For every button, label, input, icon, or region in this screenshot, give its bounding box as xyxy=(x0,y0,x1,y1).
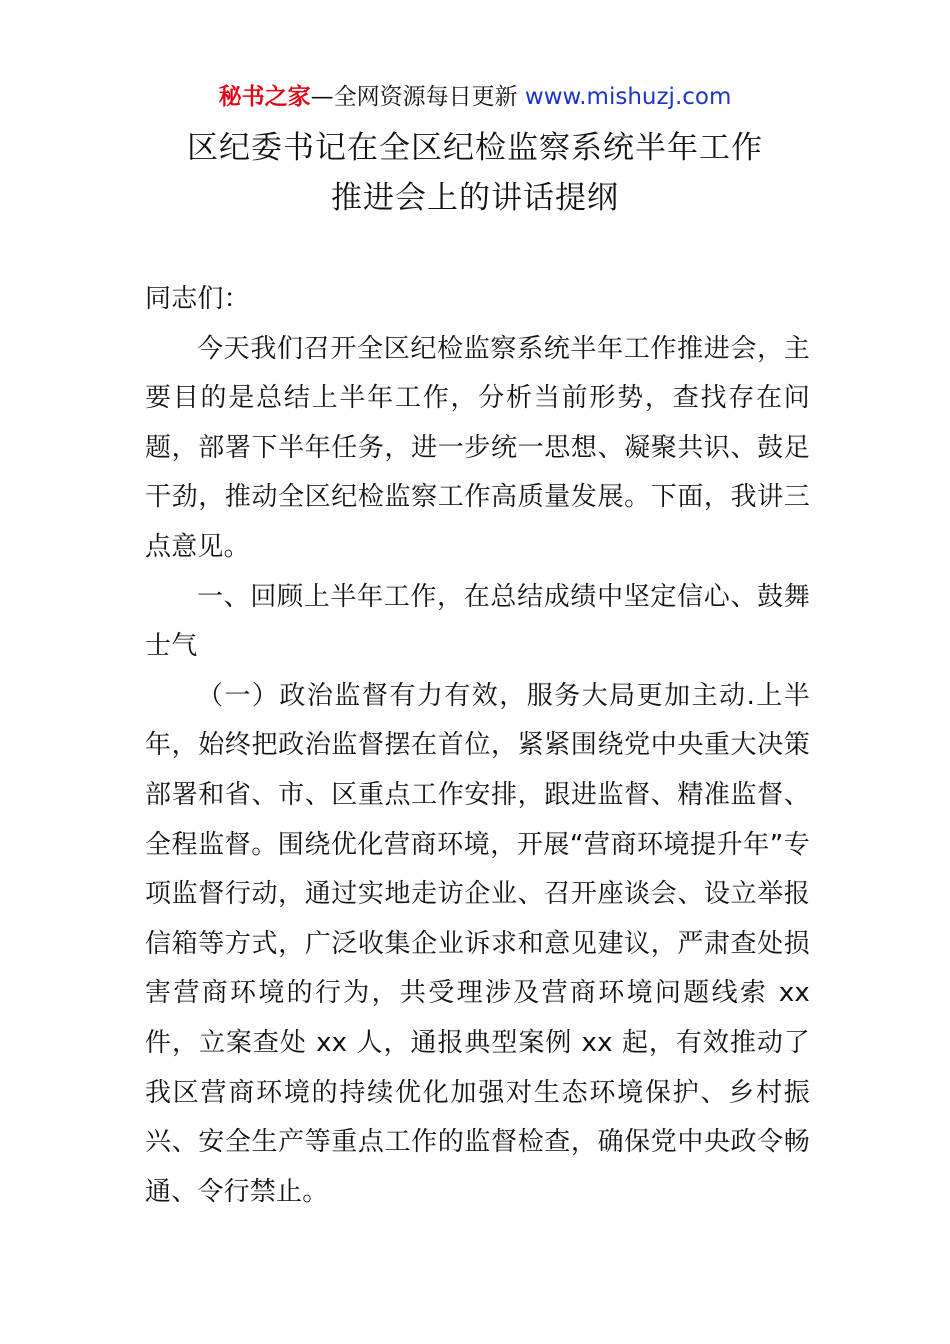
section-heading-1: 一、回顾上半年工作，在总结成绩中坚定信心、鼓舞士气 xyxy=(145,581,810,662)
body-paragraph-political-supervision: （一）政治监督有力有效，服务大局更加主动.上半年，始终把政治监督摆在首位，紧紧围绕党中央重大决策部署和省、市、区重点工作安排，跟进监督、精准监督、全程监督。围绕优化营商环境，开展“营商环境提升年”专项监督行动，通过实地走访企业、召开座谈会、设立举报信箱等方式，广泛收集企业诉求和意见建议，严肃查处损害营商环境的行为，共受理涉及营商环境问题线索 xx 件，立案查处 xx 人，通报典型案例 xx 起，有效推动了我区营商环境的持续优化加强对生态环境保护、乡村振兴、安全生产等重点工作的监督检查，确保党中央政令畅通、令行禁止。 xyxy=(145,680,810,1207)
salutation: 同志们： xyxy=(145,284,250,314)
site-header xyxy=(0,82,950,112)
body-paragraph-intro: 今天我们召开全区纪检监察系统半年工作推进会，主要目的是总结上半年工作，分析当前形势，查找存在问题，部署下半年任务，进一步统一思想、凝聚共识、鼓足干劲，推动全区纪检监察工作高质量发展。下面，我讲三点意见。 xyxy=(145,333,810,562)
document-title-line-1: 区纪委书记在全区纪检监察系统半年工作 xyxy=(187,130,763,166)
brand-name: 秘书之家 xyxy=(218,84,311,110)
header-tagline: —全网资源每日更新 xyxy=(310,84,525,110)
document-body xyxy=(145,275,810,1217)
document-title-line-2: 推进会上的讲话提纲 xyxy=(331,180,619,216)
site-url-link[interactable]: www.mishuzj.com xyxy=(524,84,732,110)
